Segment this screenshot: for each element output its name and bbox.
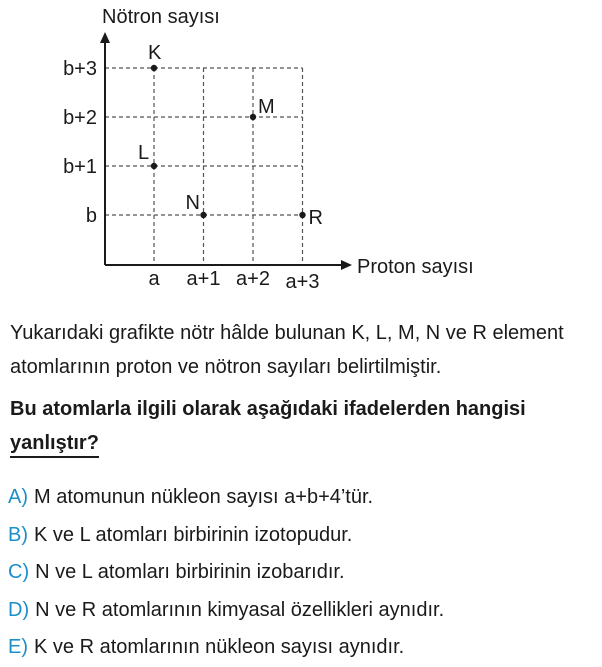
- option-letter: E): [8, 636, 28, 658]
- y-tick-label: b+2: [63, 107, 97, 129]
- answer-options: [8, 479, 444, 667]
- x-axis-title: Proton sayısı: [357, 256, 474, 278]
- point-label-k: K: [148, 42, 162, 64]
- point-m: [250, 114, 256, 120]
- y-axis-arrow: [100, 32, 110, 43]
- x-tick-label: a+1: [186, 268, 221, 290]
- option-text: N ve R atomlarının kimyasal özellikleri aynıdır.: [35, 598, 445, 621]
- proton-neutron-chart: [0, 0, 602, 300]
- option-text: N ve L atomları birbirinin izobarıdır.: [35, 561, 345, 583]
- x-tick-label: a+2: [236, 268, 270, 290]
- data-points: [138, 42, 323, 229]
- y-tick-label: b+1: [63, 156, 97, 178]
- option-text: M atomunun nükleon sayısı a+b+4’tür.: [34, 486, 374, 508]
- x-tick-label: a: [148, 268, 160, 290]
- point-label-n: N: [185, 192, 200, 214]
- option-text: K ve R atomlarının nükleon sayısı aynıdır.: [34, 636, 405, 658]
- option-letter: D): [8, 598, 30, 621]
- option-letter: C): [8, 561, 30, 583]
- intro-paragraph: Yukarıdaki grafikte nötr hâlde bulunan K, L, M, N ve R element atomlarının proton ve nötron sayıları belirtilmiştir.: [10, 322, 564, 378]
- point-n: [200, 212, 206, 218]
- option-letter: A): [8, 486, 28, 508]
- point-l: [151, 163, 157, 169]
- question-lead: Bu atomlarla ilgili olarak aşağıdaki ifadelerden hangisi: [10, 398, 526, 420]
- y-tick-label: b: [85, 205, 97, 227]
- x-tick-label: a+3: [285, 271, 320, 293]
- question-underlined-word: yanlıştır?: [10, 432, 99, 458]
- option-e[interactable]: [8, 629, 444, 667]
- option-b[interactable]: [8, 517, 444, 555]
- point-label-r: R: [308, 207, 323, 229]
- question-text: [10, 392, 594, 460]
- option-d[interactable]: [8, 592, 444, 630]
- option-text: K ve L atomları birbirinin izotopudur.: [34, 523, 353, 546]
- point-r: [299, 212, 305, 218]
- option-a[interactable]: [8, 479, 444, 517]
- y-axis-title: Nötron sayısı: [102, 6, 220, 28]
- axis-ticks: [63, 58, 319, 293]
- option-letter: B): [8, 523, 28, 546]
- y-tick-label: b+3: [63, 58, 97, 80]
- option-c[interactable]: [8, 554, 444, 592]
- point-label-m: M: [258, 96, 275, 118]
- x-axis-arrow: [341, 260, 352, 270]
- point-k: [151, 65, 157, 71]
- point-label-l: L: [138, 142, 150, 164]
